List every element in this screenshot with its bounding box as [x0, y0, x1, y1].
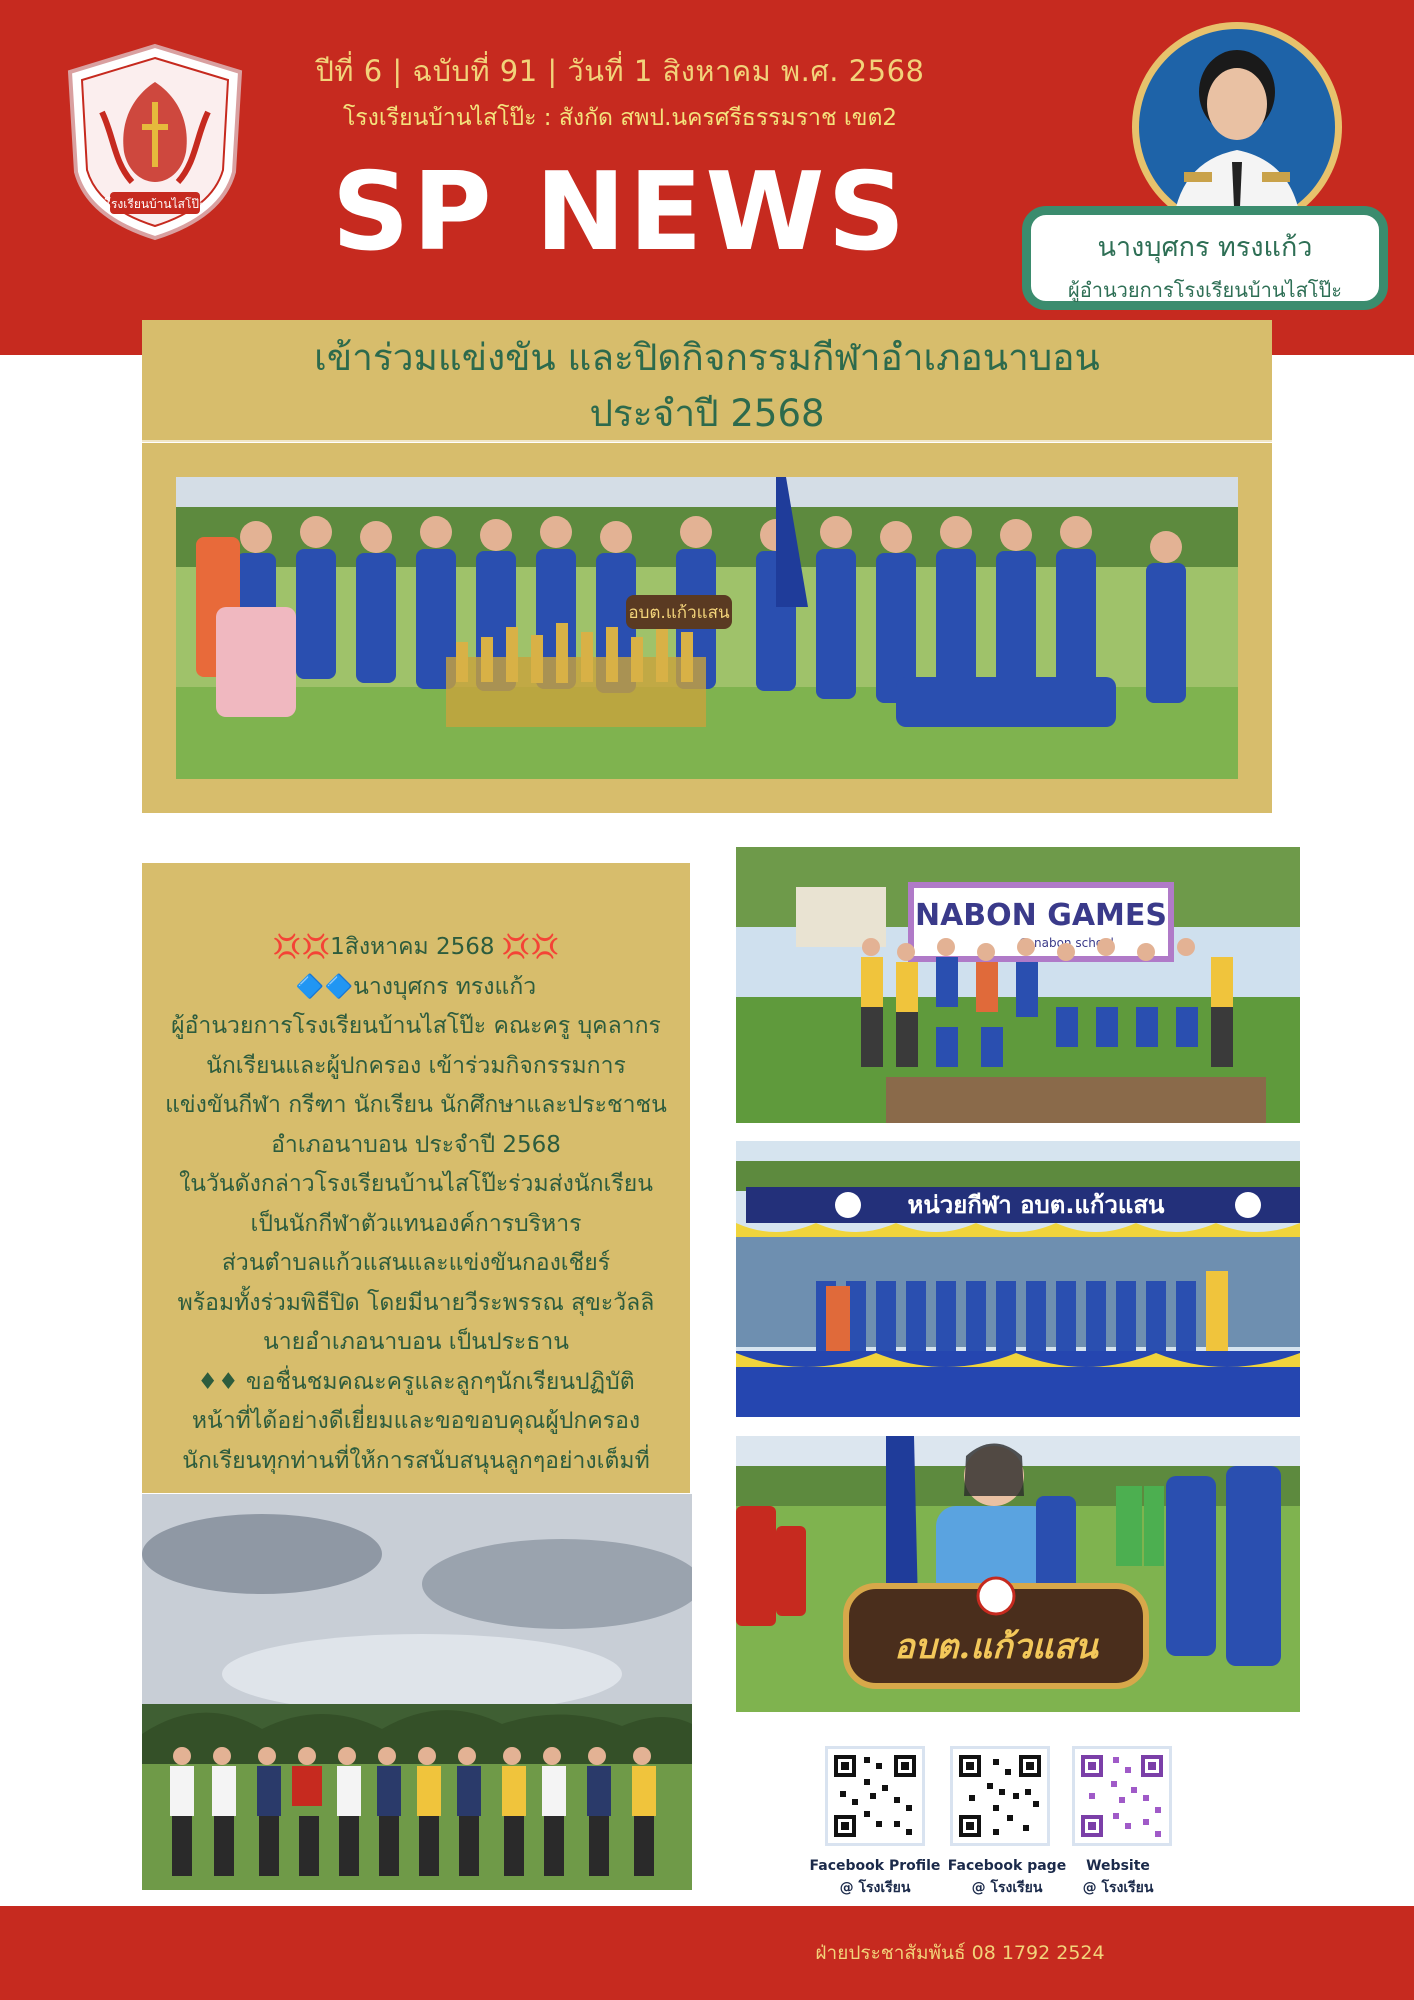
article-line: ผู้อำนวยการโรงเรียนบ้านไสโป๊ะ คณะครู บุคลากร — [171, 1013, 661, 1039]
director-title: ผู้อำนวยการโรงเรียนบ้านไสโป๊ะ — [1068, 278, 1342, 302]
director-name: นางบุศกร ทรงแก้ว — [1097, 232, 1313, 263]
article-line: 💢💢1สิงหาคม 2568 💢💢 — [272, 934, 560, 960]
director-portrait — [1132, 22, 1342, 232]
headline-panel — [142, 320, 1272, 442]
qr-code-facebook-page[interactable] — [950, 1746, 1050, 1846]
nabon-games-photo — [736, 847, 1300, 1123]
qr-code-website[interactable] — [1072, 1746, 1172, 1846]
masthead-title: SP NEWS — [331, 150, 909, 275]
article-line: นักเรียนและผู้ปกครอง เข้าร่วมกิจกรรมการ — [206, 1052, 626, 1079]
qr-label-line-1: Website — [1086, 1858, 1150, 1874]
school-affiliation: โรงเรียนบ้านไสโป๊ะ : สังกัด สพป.นครศรีธรรมราช เขต2 — [342, 105, 898, 131]
article-line: หน้าที่ได้อย่างดีเยี่ยมและขอขอบคุณผู้ปกครอง — [191, 1408, 641, 1434]
qr-label-line-2: @ โรงเรียน — [839, 1880, 911, 1896]
tent-banner-text: หน่วยกีฬา อบต.แก้วแสน — [907, 1191, 1165, 1219]
hero-sign-text: อบต.แก้วแสน — [628, 603, 730, 623]
qr-code-facebook-profile[interactable] — [825, 1746, 925, 1846]
article-line: เป็นนักกีฬาตัวแทนองค์การบริหาร — [250, 1210, 582, 1237]
director-nameplate — [1022, 206, 1388, 310]
logo-caption: โรงเรียนบ้านไสโป๊ะ — [104, 197, 206, 211]
footer-contact: ฝ่ายประชาสัมพันธ์ 08 1792 2524 — [815, 1942, 1105, 1964]
qr-label-line-2: @ โรงเรียน — [971, 1880, 1043, 1896]
qr-label-website — [1038, 1855, 1198, 1899]
issue-line: ปีที่ 6 | ฉบับที่ 91 | วันที่ 1 สิงหาคม พ.ศ. 2568 — [315, 54, 925, 88]
article-line: แข่งขันกีฬา กรีฑา นักเรียน นักศึกษาและประชาชน — [165, 1092, 667, 1118]
qr-label-line-1: Facebook Profile — [809, 1858, 941, 1874]
headline-line-1: เข้าร่วมแข่งขัน และปิดกิจกรรมกีฬาอำเภอนาบอน — [314, 336, 1100, 379]
qr-label-line-1: Facebook page — [947, 1858, 1067, 1874]
bottom-sign-text: อบต.แก้วแสน — [894, 1627, 1098, 1667]
article-line: ♦♦ ขอชื่นชมคณะครูและลูกๆนักเรียนปฏิบัติ — [197, 1368, 635, 1395]
article-line: อำเภอนาบอน ประจำปี 2568 — [271, 1131, 561, 1158]
article-line: ในวันดังกล่าวโรงเรียนบ้านไสโป๊ะร่วมส่งนักเรียน — [179, 1171, 653, 1197]
headline-line-2: ประจำปี 2568 — [589, 392, 825, 435]
article-line: พร้อมทั้งร่วมพิธีปิด โดยมีนายวีระพรรณ สุขะวัลลิ — [177, 1289, 655, 1316]
headline — [142, 330, 1272, 442]
article-line: 🔷🔷นางบุศกร ทรงแก้ว — [295, 973, 537, 1000]
banner-games-text: NABON GAMES — [914, 898, 1168, 933]
article-line: ส่วนตำบลแก้วแสนและแข่งขันกองเชียร์ — [221, 1250, 611, 1276]
qr-label-line-2: @ โรงเรียน — [1082, 1880, 1154, 1896]
team-sign-photo — [736, 1436, 1300, 1712]
closing-ceremony-photo — [142, 1494, 692, 1890]
hero-group-photo — [176, 477, 1238, 779]
school-logo — [62, 42, 248, 242]
sports-tent-photo — [736, 1141, 1300, 1417]
banner-games-subtext: nabon school — [1034, 936, 1114, 950]
article-body — [142, 928, 690, 1481]
article-line: นายอำเภอนาบอน เป็นประธาน — [263, 1329, 569, 1355]
article-line: นักเรียนทุกท่านที่ให้การสนับสนุนลูกๆอย่างเต็มที่ — [182, 1447, 650, 1474]
